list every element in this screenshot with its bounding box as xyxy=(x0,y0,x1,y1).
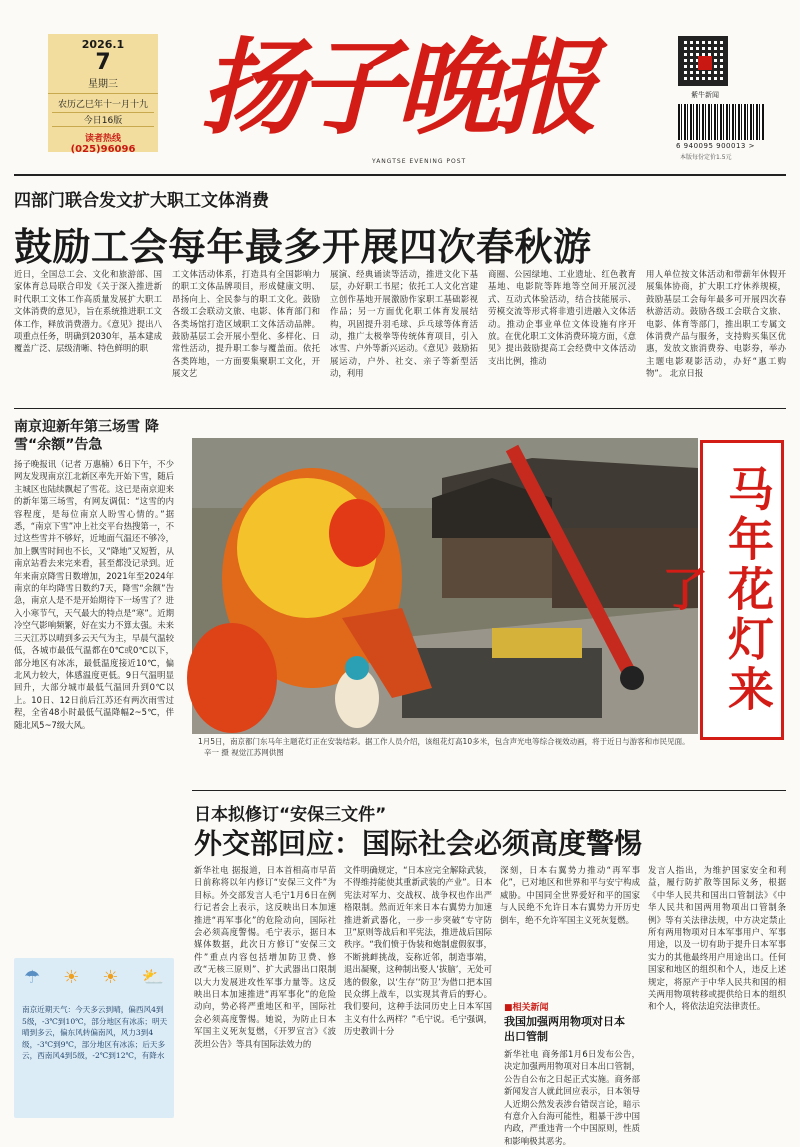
japan-column-1: 新华社电 据报道，日本首相高市早苗日前称将以年内修订“安保三文件”为目标。外交部发言人毛宁1月6日在例行记者会上表示，这反映出日本加速推进“再军事化”的危险动向，国际社会必须高度警惕。毛宁表示，据日本媒体数据，此次日方修订“安保三文件”重点内容包括增加防卫费、修改“无核三原则”、扩大武器出口限制以大力发展进攻性军事力量等。这反映出日本加速推进“再军事化”的危险动向，势必将严重地区和平，国际社会必须高度警惕。她说，为防止日本军国主义死灰复燃，《开罗宣言》《波茨坦公告》等具有国际法效力的 xyxy=(194,865,336,1049)
lead-column-1: 近日，全国总工会、文化和旅游部、国家体育总局联合印发《关于深入推进新时代职工文体工作高质量发展扩大职工文体消费的意见》，旨在系统推进职工文体工作，释放消费潜力。《意见》提出八项重点任务，明确到2030年，基本建成覆盖广泛、层级清晰、特色鲜明的职 xyxy=(14,269,162,354)
snow-headline: 南京迎新年第三场雪 降雪“余额”告急 xyxy=(14,419,159,453)
weather-forecast: 南京近期天气：今天多云到晴，偏西风4到5级，-3℃到10℃，部分地区有冰冻；明天晴到多云，偏东风转偏南风，风力3到4级，-3℃到9℃，部分地区有冰冻；后天多云，西南风4到5级，-2℃到12℃，有降水 xyxy=(22,1005,168,1061)
japan-headline: 外交部回应：国际社会必须高度警惕 xyxy=(194,827,643,860)
japan-column-3: 深刻，日本右翼势力推动“再军事化”，已对地区和世界和平与安宁构成威胁。中国同全世界爱好和平的国家与人民绝不允许日本右翼势力开历史倒车，绝不允许军国主义死灰复燃。 xyxy=(500,865,640,925)
lead-kicker: 四部门联合发文扩大职工文体消费 xyxy=(14,191,269,211)
lead-headline: 鼓励工会每年最多开展四次春秋游 xyxy=(14,225,592,269)
date-box xyxy=(48,34,158,155)
hotline-number: (025)96096 xyxy=(70,144,136,155)
related-news-headline: 我国加强两用物项对日本出口管制 xyxy=(504,1015,625,1043)
masthead-english: YANGTSE EVENING POST xyxy=(372,158,467,165)
photo-title-box xyxy=(655,440,784,740)
price-note: 本版每份定价1.5元 xyxy=(680,154,732,161)
snow-body: 扬子晚报讯（记者 万惠楠）6日下午，不少网友发现南京江北新区率先开始下雪，随后主城区也陆续飘起了雪花。这已是南京迎来的新年第三场雪，有网友调侃：“这雪的内容程度，是每位南京人盼雪心情的。”据悉，“南京下雪”冲上社交平台热搜第一，不过这些雪并不够好，近地面气温还不够冷，加上飘雪时间也不长，又“降地”又短暂，从南京站看去来完来看，甚至都没记录到。近年来南京降雪日数增加，2021年至2024年南京的年均降雪日数约7天，降雪“余额”告急，南京人是不是开始期待下一场雪了？进入小寒节气，天气最大的特点是“寒”。近期冷空气影响频繁，好在实力不算太强。未来三天江苏以晴到多云天气为主，早晨气温较低，各城市最低气温都在0℃或0℃以下，部分地区有冰冻，最低温度接近10℃，偏北风力较大，体感温度更低。9日气温明显回升，大部分城市最低气温回升到0℃以上。10日、12日前后江苏还有两次雨雪过程，全省48小时最低气温降幅2~5℃，伴随北风5~7级大风。 xyxy=(14,459,174,730)
barcode-number: 6 940095 900013 > xyxy=(676,142,755,150)
date-weekday: 星期三 xyxy=(88,79,118,90)
lead-column-5: 用人单位按文体活动和带薪年休假开展集体协商，扩大职工疗休养规模，鼓励基层工会每年最多可开展四次春秋游活动。鼓励各级工会联合文旅、电影、体育等部门，推出职工专属文体消费产品与服务，支持购买集区优惠，发放文旅消费券、电影券，举办主题电影观影活动，办好“惠工购物”。 北京日报 xyxy=(646,269,786,379)
related-news-body: 新华社电 商务部1月6日发布公告，决定加强两用物项对日本出口管制，公告自公布之日起正式实施。商务部新闻发言人就此回应表示，日本领导人近期公然发表涉台错误言论，暗示有意介入台海可能性，粗暴干涉中国内政，严重违背一个中国原则，性质和影响极其恶劣。 xyxy=(504,1049,640,1146)
hotline-label: 读者热线 xyxy=(84,134,121,144)
lead-divider xyxy=(14,408,786,409)
masthead-divider xyxy=(14,174,786,176)
photo-title: 马年花灯来了 xyxy=(655,465,775,715)
japan-column-2: 文件明确规定，“日本应完全解除武装，不得维持能使其重新武装的产业”。日本宪法对军力、交战权、战争权也作出严格限制。然而近年来日本右翼势力加速推进新武器化，一步一步突破“专守防卫”原则等战后和平宪法，推进战后国际秩序。“我们愤于伪装和炮制虚假叙事，不断挑衅挑战，妄称近邻，制造事端，退出凝聚，这种制出娶人‘拔脑’，无处可逃的假象，以‘生存’‘防卫’为借口把本国民众绑上战车，以实现其背后的野心。我们要问，这种手法同历史上日本军国主义有什么两样？”毛宁说。毛宁强调，历史教训十分 xyxy=(344,865,492,1037)
photo-divider xyxy=(192,790,786,791)
photo-credit: 辛一 摄 视觉江苏网供图 xyxy=(204,748,284,757)
date-year-month: 2026.1 xyxy=(81,38,125,51)
partly-sunny-icon: ⛅ xyxy=(141,967,164,988)
qr-code-icon[interactable] xyxy=(678,36,728,86)
related-news-tag: ■相关新闻 xyxy=(504,1003,549,1013)
lunar-date: 农历乙巳年十一月十九 xyxy=(48,93,158,110)
rain-icon: ☂ xyxy=(24,967,41,988)
japan-kicker: 日本拟修订“安保三文件” xyxy=(194,805,387,825)
japan-column-4: 发言人指出，为维护国家安全和利益，履行防扩散等国际义务，根据《中华人民共和国出口管制法》《中华人民共和国两用物项出口管制条例》等有关法律法规，中方决定禁止所有两用物项对日本军事用户、军事用途，以及一切有助于提升日本军事实力的其他最终用户用途出口。任何国家和地区的组织和个人，违反上述规定，将原产于中华人民共和国的相关两用物项转移或提供给日本的组织和个人，将依法追究法律责任。 xyxy=(648,865,786,1012)
masthead-logo: 扬子晚报 xyxy=(200,26,593,149)
qr-caption: 紫牛新闻 xyxy=(691,91,719,99)
sun-icon: ☀ xyxy=(102,967,119,988)
sun-icon: ☀ xyxy=(63,967,80,988)
photo-caption xyxy=(198,736,698,758)
lantern-photo xyxy=(192,438,698,734)
lead-column-3: 展演、经典诵读等活动，推进文化下基层，办好职工书屋；依托工人文化宫建立创作基地开展激励作家职工基础影视作品；另一方面优化职工体育发展结构，巩固提升羽毛球、乒乓球等体育活动，推广太极拳等传统体育项目，引入冰雪、户外等新兴运动。《意见》鼓励拓展运动，户外、社交、亲子等新型活动，利用 xyxy=(330,269,478,379)
date-day: 7 xyxy=(95,50,111,75)
page-count: 今日16版 xyxy=(52,112,154,127)
lead-column-2: 工文体活动体系，打造具有全国影响力的职工文体品牌项目，形成健康文明、昂扬向上、全民参与的职工文化。鼓励各级工会联动文旅、电影、体育部门和各类场馆打造区域职工文体活动品牌。鼓励基层工会开展小型化、多样化、日常性活动，提升职工参与覆盖面。依托各类阵地，一方面要集聚职工文化，开展文艺 xyxy=(172,269,320,379)
photo-caption-text: 1月5日，南京都门东马年主题花灯正在安装结彩。据工作人员介绍，该组花灯高10多米，包含声光电等综合视效动画，将于近日与游客和市民见面。 xyxy=(198,737,690,746)
weather-icons xyxy=(24,966,164,990)
lead-column-4: 商圈、公园绿地、工业遗址、红色教育基地、电影院等阵地等空间开展沉浸式、互动式体验活动，结合技能展示、劳模交流等形式将非遗引进融入文体活动。推动企事业单位文体设施有序开放。在优化职工文体消费环境方面，《意见》提出鼓励提高工会经费中文体活动支出比例，推动 xyxy=(488,269,636,366)
barcode-icon xyxy=(678,104,764,140)
